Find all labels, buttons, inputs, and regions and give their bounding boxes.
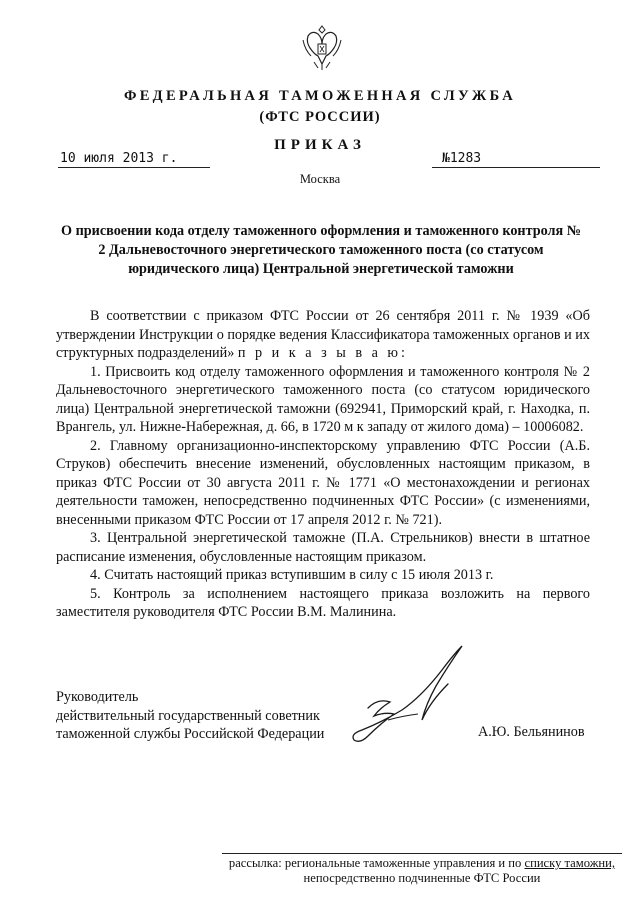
order-item-5: 5. Контроль за исполнением настоящего приказа возложить на первого заместителя руководителя ФТС России В.М. Малинина.: [56, 585, 590, 620]
order-item-1: 1. Присвоить код отделу таможенного оформления и таможенного контроля № 2 Дальневосточного энергетического таможенного поста (со статусом юридического лица) Центральной энергетической таможни (692941, Приморский край, г. Находка, п. Врангель, ул. Нижне-Набережная, д. 66, в 1720 м к западу от жилого дома) – 10006082.: [56, 363, 590, 435]
preamble-text: В соответствии с приказом ФТС России от 26 сентября 2011 г. № 1939 «Об утверждении Инструкции о порядке ведения Классификатора таможенных органов и их структурных подразделений»: [56, 308, 590, 361]
order-item-3: 3. Центральной энергетической таможне (П.А. Стрельников) внести в штатное расписание изменения, обусловленные настоящим приказом.: [56, 530, 590, 565]
distribution-line-1: [222, 856, 622, 871]
signer-name: А.Ю. Бельянинов: [478, 724, 585, 740]
order-number: №1283: [432, 151, 600, 168]
signatory-title-line-2: действительный государственный советник: [56, 707, 320, 724]
document-title: О присвоении кода отделу таможенного оформления и таможенного контроля № 2 Дальневосточного энергетического таможенного поста (со статусом юридического лица) Центральной энергетической таможни: [61, 223, 581, 277]
preamble-paragraph: [56, 307, 590, 363]
document-body: [56, 307, 590, 622]
distribution-list: [222, 853, 622, 886]
issue-city: Москва: [299, 172, 341, 186]
signatory-title-line-1: Руководитель: [56, 689, 139, 705]
order-word: п р и к а з ы в а ю:: [237, 345, 408, 361]
coat-of-arms-icon: [300, 22, 344, 72]
order-date: 10 июля 2013 г.: [58, 151, 210, 168]
distribution-link: списку таможни,: [524, 856, 616, 870]
organization-abbreviation: (ФТС РОССИИ): [259, 109, 381, 125]
signatory-title-line-3: таможенной службы Российской Федерации: [56, 726, 325, 742]
distribution-line-2: непосредственно подчиненные ФТС России: [303, 871, 541, 885]
organization-name: ФЕДЕРАЛЬНАЯ ТАМОЖЕННАЯ СЛУЖБА: [123, 88, 517, 104]
distribution-prefix: рассылка: региональные таможенные управления и по: [228, 856, 522, 870]
order-item-2: 2. Главному организационно-инспекторскому управлению ФТС России (А.Б. Струков) обеспечить внесение изменений, обусловленных настоящим приказом, в приказ ФТС России от 30 августа 2011 г. № 1771 «О местонахождении и регионах деятельности таможен, непосредственно подчиненных ФТС России» (с изменениями, внесенными приказом ФТС России от 17 апреля 2012 г. № 721).: [56, 437, 590, 528]
document-type: ПРИКАЗ: [274, 137, 366, 153]
order-item-4: 4. Считать настоящий приказ вступившим в силу с 15 июля 2013 г.: [90, 567, 494, 583]
signatory-position: [56, 688, 324, 744]
handwritten-signature: [328, 640, 508, 760]
